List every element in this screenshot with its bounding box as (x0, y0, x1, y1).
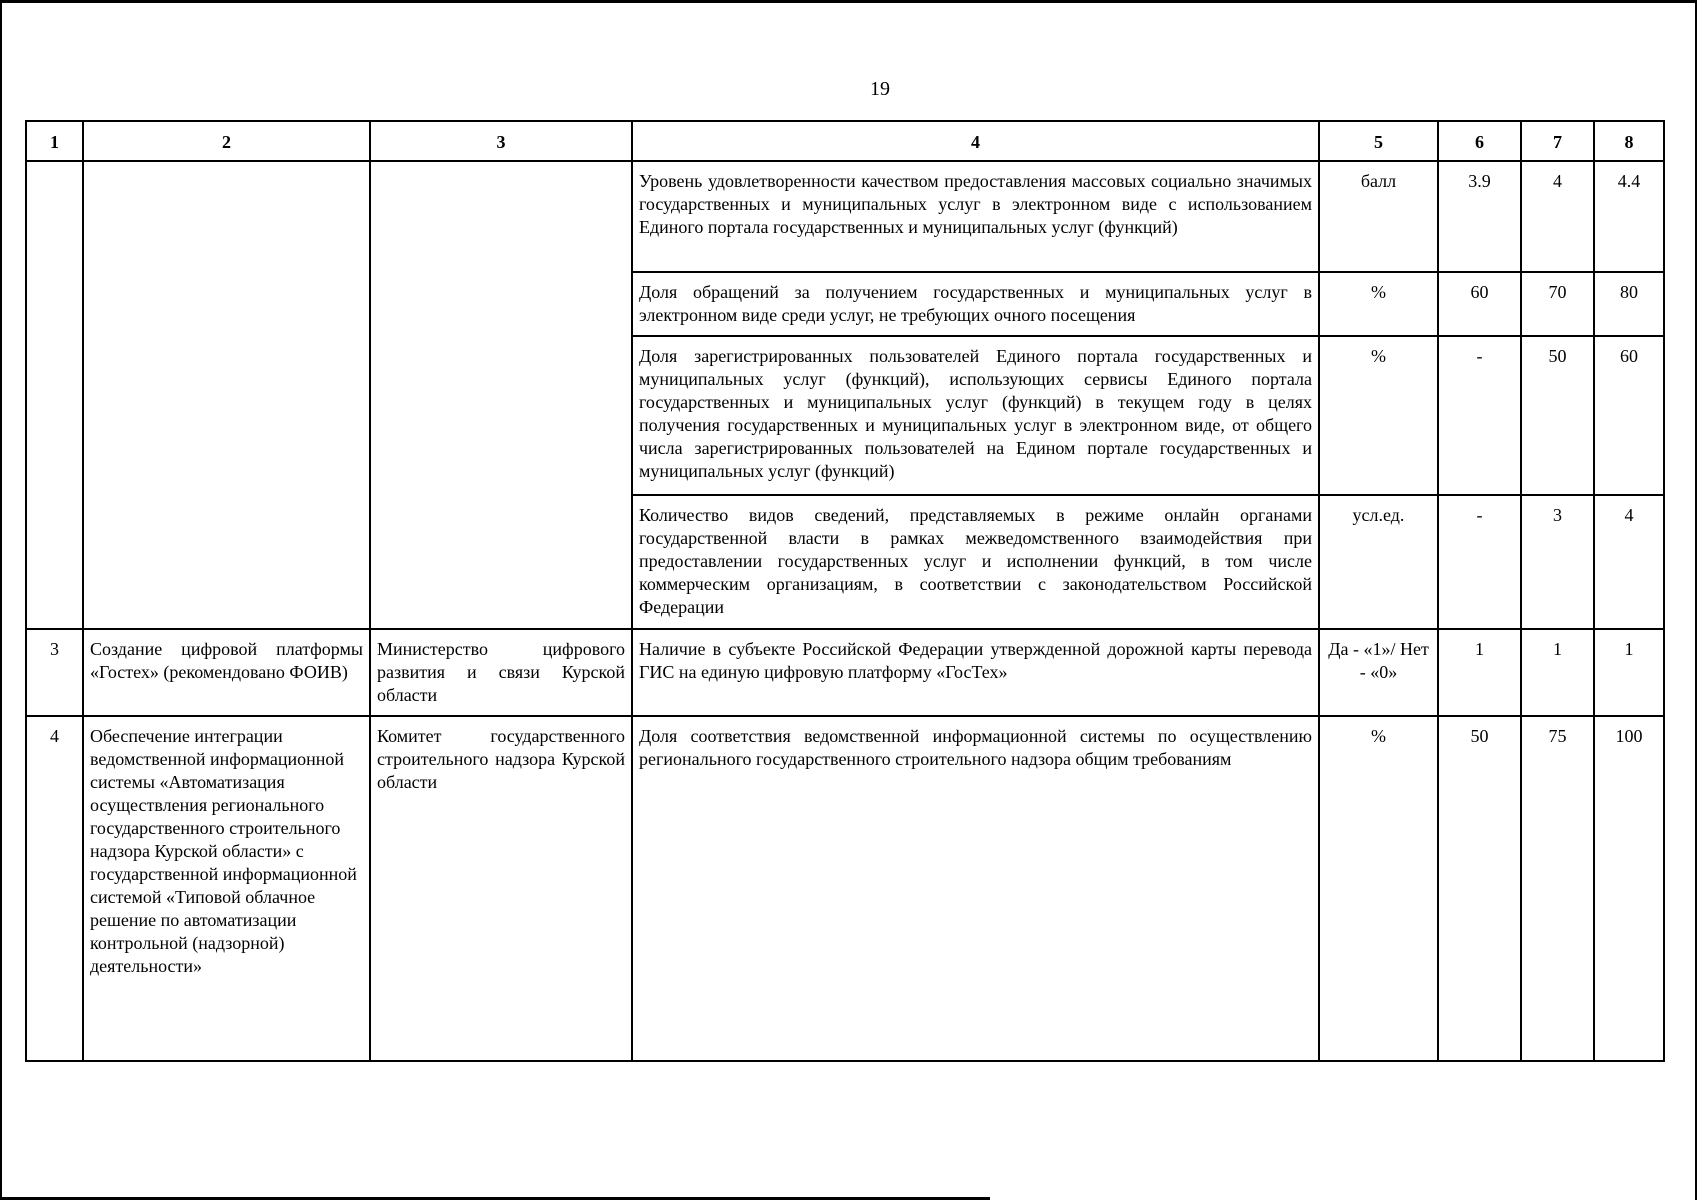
table-row (26, 161, 1664, 272)
table-row (26, 716, 1664, 1061)
merged-name-cell (83, 161, 370, 629)
value-col-7: 1 (1521, 629, 1594, 716)
header-col-6: 6 (1438, 121, 1521, 161)
scan-border-top (0, 0, 1697, 3)
indicator-cell: Доля зарегистрированных пользователей Единого портала государственных и муниципальных услуг (функций), использующих сервисы Единого портала государственных и муниципальных услуг (функций) в текущем году в целях получения государственных и муниципальных услуг в электронном виде, от общего числа зарегистрированных пользователей на Едином портале государственных и муниципальных услуг (функций) (632, 336, 1319, 495)
value-col-7: 4 (1521, 161, 1594, 272)
value-col-8: 1 (1594, 629, 1664, 716)
unit-cell: балл (1319, 161, 1438, 272)
indicator-cell: Доля обращений за получением государственных и муниципальных услуг в электронном виде среди услуг, не требующих очного посещения (632, 272, 1319, 336)
header-col-4: 4 (632, 121, 1319, 161)
indicator-cell: Доля соответствия ведомственной информационной системы по осуществлению регионального государственного строительного надзора общим требованиям (632, 716, 1319, 1061)
value-col-6: 1 (1438, 629, 1521, 716)
event-name-cell: Обеспечение интеграции ведомственной информационной системы «Автоматизация осуществления регионального государственного строительного надзора Курской области» с государственной информационной системой «Типовой облачное решение по автоматизации контрольной (надзорной) деятельности» (83, 716, 370, 1061)
header-col-5: 5 (1319, 121, 1438, 161)
unit-cell: % (1319, 336, 1438, 495)
header-col-7: 7 (1521, 121, 1594, 161)
responsible-cell: Министерство цифрового развития и связи Курской области (370, 629, 632, 716)
value-col-6: 3.9 (1438, 161, 1521, 272)
value-col-6: 60 (1438, 272, 1521, 336)
merged-responsible-cell (370, 161, 632, 629)
event-name-cell: Создание цифровой платформы «Гостех» (рекомендовано ФОИВ) (83, 629, 370, 716)
value-col-7: 50 (1521, 336, 1594, 495)
value-col-7: 3 (1521, 495, 1594, 629)
value-col-8: 4.4 (1594, 161, 1664, 272)
table-header-row (26, 121, 1664, 161)
value-col-8: 100 (1594, 716, 1664, 1061)
value-col-7: 70 (1521, 272, 1594, 336)
responsible-cell: Комитет государственного строительного надзора Курской области (370, 716, 632, 1061)
header-col-3: 3 (370, 121, 632, 161)
page-number: 19 (870, 78, 890, 100)
value-col-7: 75 (1521, 716, 1594, 1061)
header-col-2: 2 (83, 121, 370, 161)
indicator-cell: Уровень удовлетворенности качеством предоставления массовых социально значимых государственных и муниципальных услуг в электронном виде с использованием Единого портала государственных и муниципальных услуг (функций) (632, 161, 1319, 272)
merged-number-cell (26, 161, 83, 629)
table-row (26, 629, 1664, 716)
row-number-cell: 4 (26, 716, 83, 1061)
value-col-6: - (1438, 336, 1521, 495)
indicator-cell: Наличие в субъекте Российской Федерации утвержденной дорожной карты перевода ГИС на единую цифровую платформу «ГосТех» (632, 629, 1319, 716)
value-col-8: 4 (1594, 495, 1664, 629)
row-number-cell: 3 (26, 629, 83, 716)
indicator-cell: Количество видов сведений, представляемых в режиме онлайн органами государственной власти в рамках межведомственного взаимодействия при предоставлении государственных услуг и исполнении функций, в том числе коммерческим организациям, в соответствии с законодательством Российской Федерации (632, 495, 1319, 629)
value-col-8: 60 (1594, 336, 1664, 495)
value-col-6: 50 (1438, 716, 1521, 1061)
indicators-table (25, 120, 1665, 1062)
header-col-8: 8 (1594, 121, 1664, 161)
header-col-1: 1 (26, 121, 83, 161)
unit-cell: % (1319, 716, 1438, 1061)
value-col-6: - (1438, 495, 1521, 629)
unit-cell: % (1319, 272, 1438, 336)
unit-cell: Да - «1»/ Нет - «0» (1319, 629, 1438, 716)
unit-cell: усл.ед. (1319, 495, 1438, 629)
value-col-8: 80 (1594, 272, 1664, 336)
scan-border-left (0, 0, 2, 1200)
